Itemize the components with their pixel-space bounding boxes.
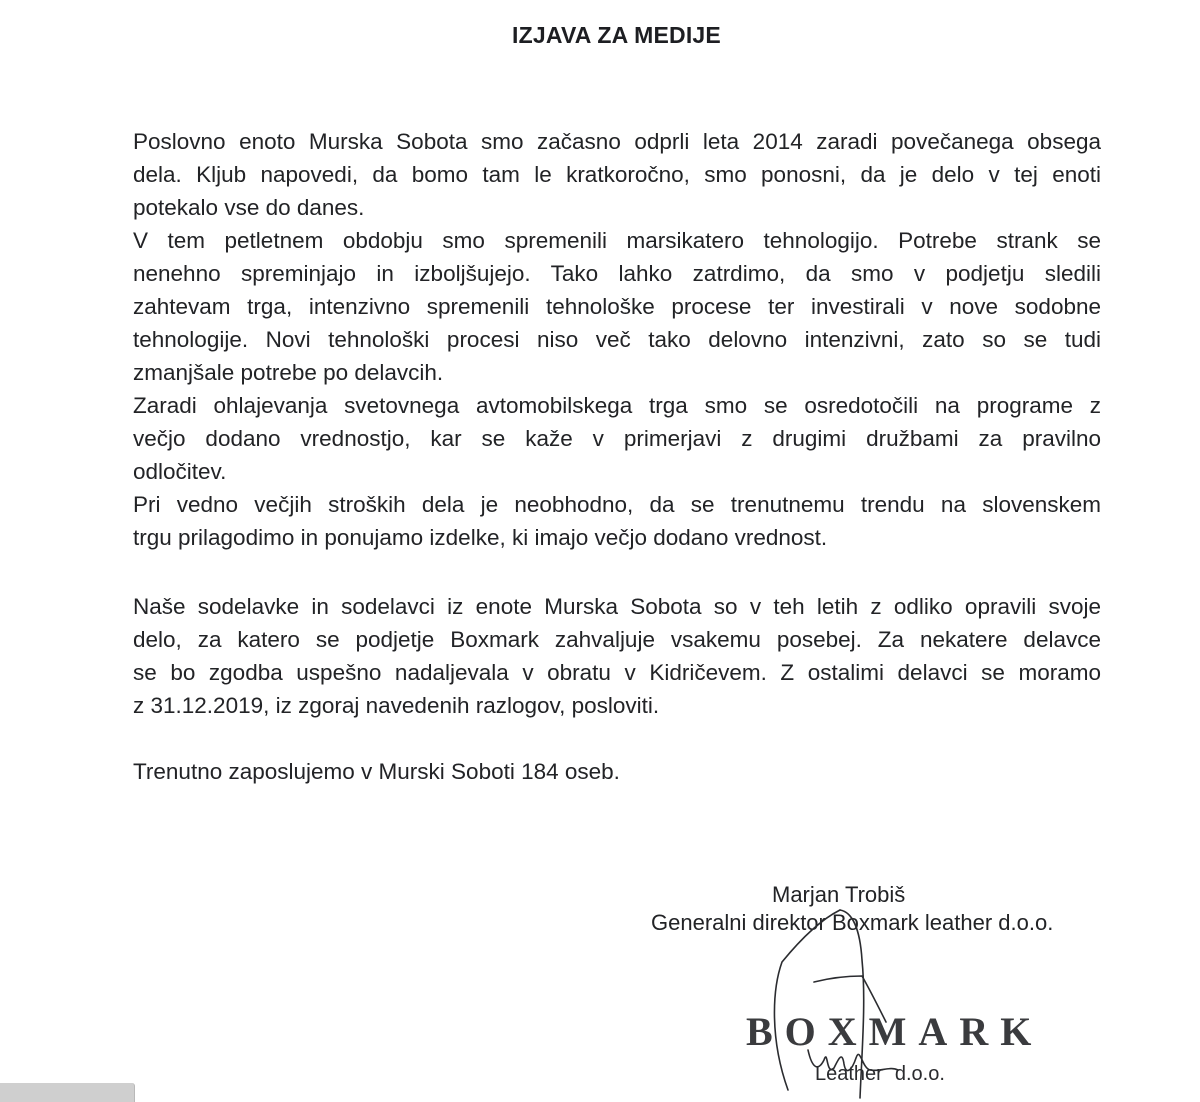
handwritten-signature	[720, 900, 980, 1100]
company-stamp-subtitle	[815, 1063, 945, 1086]
signature-stroke	[814, 976, 886, 1022]
text-line: potekalo vse do danes.	[133, 195, 365, 220]
page-scroll-bar[interactable]	[0, 1083, 135, 1102]
text-line: Naše sodelavke in sodelavci iz enote Murska Sobota so v teh letih z odliko opravili svoje	[133, 594, 1101, 619]
paragraph-headcount	[133, 755, 1101, 788]
text-line: Trenutno zaposlujemo v Murski Soboti 184 oseb.	[133, 759, 620, 784]
text-line: trgu prilagodimo in ponujamo izdelke, ki imajo večjo dodano vrednost.	[133, 525, 828, 550]
text-line: z 31.12.2019, iz zgoraj navedenih razlogov, posloviti.	[133, 693, 660, 718]
stamp-leather-text: Leather	[815, 1063, 883, 1085]
signature-stroke	[774, 910, 840, 1090]
text-line: V tem petletnem obdobju smo spremenili marsikatero tehnologijo. Potrebe strank se	[133, 228, 1101, 253]
text-line: večjo dodano vrednostjo, kar se kaže v primerjavi z drugimi družbami za pravilno	[133, 426, 1101, 451]
text-line: zmanjšale potrebe po delavcih.	[133, 360, 444, 385]
text-line: Poslovno enoto Murska Sobota smo začasno odprli leta 2014 zaradi povečanega obsega	[133, 129, 1101, 154]
signature-stroke	[840, 910, 864, 1098]
signatory-name: Marjan Trobiš	[772, 882, 906, 907]
text-line: tehnologije. Novi tehnološki procesi niso več tako delovno intenzivni, zato so se tudi	[133, 327, 1101, 352]
company-stamp-logo: BOXMARK	[746, 1009, 1044, 1054]
paragraph-employees	[133, 590, 1101, 722]
text-line: zahtevam trga, intenzivno spremenili tehnološke procese ter investirali v nove sodobne	[133, 294, 1101, 319]
text-line: Zaradi ohlajevanja svetovnega avtomobilskega trga smo se osredotočili na programe z	[133, 393, 1101, 418]
text-line: odločitev.	[133, 459, 227, 484]
paragraph-intro	[133, 125, 1101, 554]
document-title: IZJAVA ZA MEDIJE	[512, 22, 721, 48]
text-line: delo, za katero se podjetje Boxmark zahvaljuje vsakemu posebej. Za nekatere delavce	[133, 627, 1101, 652]
signatory-position: Generalni direktor Boxmark leather d.o.o.	[651, 910, 1054, 935]
stamp-doo-text: d.o.o.	[894, 1063, 945, 1085]
text-line: Pri vedno večjih stroških dela je neobhodno, da se trenutnemu trendu na slovenskem	[133, 492, 1101, 517]
signature-stroke	[808, 1050, 898, 1071]
text-line: se bo zgodba uspešno nadaljevala v obratu v Kidričevem. Z ostalimi delavci se moramo	[133, 660, 1101, 685]
text-line: dela. Kljub napovedi, da bomo tam le kratkoročno, smo ponosni, da je delo v tej enoti	[133, 162, 1101, 187]
text-line: nenehno spreminjajo in izboljšujejo. Tako lahko zatrdimo, da smo v podjetju sledili	[133, 261, 1101, 286]
